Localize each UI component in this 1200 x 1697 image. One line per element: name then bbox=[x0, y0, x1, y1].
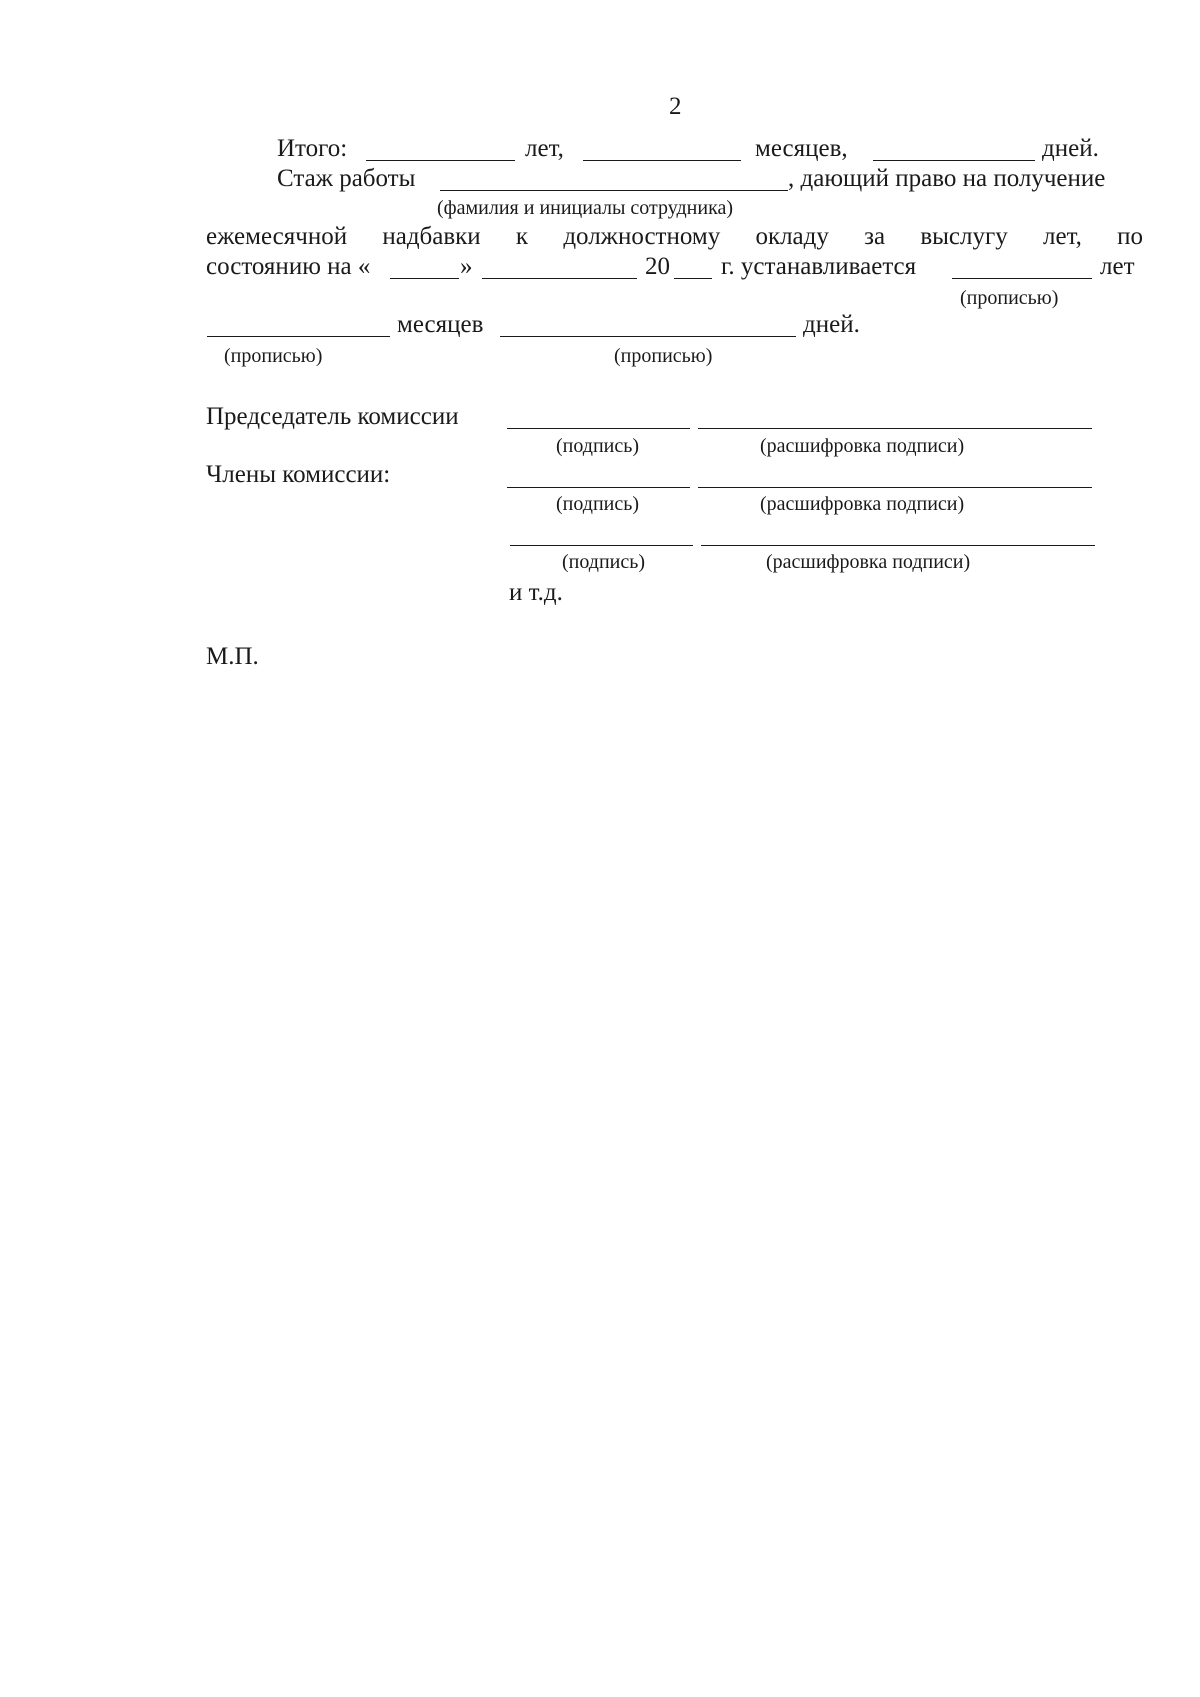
stamp-place-label: М.П. bbox=[206, 643, 259, 670]
chair-decoding-caption: (расшифровка подписи) bbox=[760, 435, 965, 457]
member2-decoding-blank[interactable] bbox=[701, 545, 1095, 546]
line3-word: лет, bbox=[1043, 223, 1082, 250]
member2-signature-blank[interactable] bbox=[510, 545, 693, 546]
members-label: Члены комиссии: bbox=[206, 461, 391, 488]
chair-signature-blank[interactable] bbox=[507, 428, 690, 429]
service-line-3 bbox=[206, 222, 1143, 252]
date-day-blank[interactable] bbox=[390, 278, 459, 279]
line3-word: надбавки bbox=[382, 223, 481, 250]
employee-name-blank[interactable] bbox=[440, 190, 788, 191]
line4-suffix: г. устанавливается bbox=[721, 253, 917, 280]
member1-decoding-caption: (расшифровка подписи) bbox=[760, 493, 965, 515]
chair-label: Председатель комиссии bbox=[206, 403, 459, 430]
line3-word: к bbox=[515, 223, 529, 250]
months-in-words-blank[interactable] bbox=[207, 336, 390, 337]
line4-year: 20 bbox=[645, 253, 670, 280]
member2-decoding-caption: (расшифровка подписи) bbox=[766, 551, 971, 573]
totals-days-word: дней. bbox=[1042, 135, 1099, 162]
line5-days-word: дней. bbox=[803, 311, 860, 338]
etc-text: и т.д. bbox=[509, 579, 563, 606]
date-month-blank[interactable] bbox=[482, 278, 637, 279]
date-year-blank[interactable] bbox=[674, 278, 712, 279]
years-in-words-blank[interactable] bbox=[952, 278, 1092, 279]
line5-months-word: месяцев bbox=[397, 311, 484, 338]
line4-prefix: состоянию на « bbox=[206, 253, 371, 280]
totals-years-blank[interactable] bbox=[366, 160, 515, 161]
days-in-words-caption: (прописью) bbox=[614, 345, 713, 367]
service-intro: Стаж работы bbox=[277, 165, 416, 192]
line3-word: выслугу bbox=[920, 223, 1008, 250]
member1-decoding-blank[interactable] bbox=[698, 487, 1092, 488]
totals-months-word: месяцев, bbox=[755, 135, 848, 162]
line3-word: по bbox=[1117, 223, 1143, 250]
chair-decoding-blank[interactable] bbox=[698, 428, 1092, 429]
line4-years-word: лет bbox=[1100, 253, 1135, 280]
line3-word: окладу bbox=[755, 223, 829, 250]
totals-years-word: лет, bbox=[525, 135, 564, 162]
line4-quote-close: » bbox=[460, 253, 473, 280]
years-in-words-caption: (прописью) bbox=[960, 287, 1059, 309]
line3-word: ежемесячной bbox=[206, 223, 348, 250]
days-in-words-blank[interactable] bbox=[500, 336, 796, 337]
employee-caption: (фамилия и инициалы сотрудника) bbox=[437, 197, 734, 219]
line3-word: за bbox=[864, 223, 886, 250]
chair-signature-caption: (подпись) bbox=[556, 435, 640, 457]
page-number: 2 bbox=[669, 93, 682, 120]
member1-signature-caption: (подпись) bbox=[556, 493, 640, 515]
line3-word: должностному bbox=[563, 223, 721, 250]
totals-months-blank[interactable] bbox=[583, 160, 741, 161]
months-in-words-caption: (прописью) bbox=[224, 345, 323, 367]
totals-days-blank[interactable] bbox=[873, 160, 1035, 161]
totals-label: Итого: bbox=[277, 135, 348, 162]
service-continuation: , дающий право на получение bbox=[788, 165, 1106, 192]
member1-signature-blank[interactable] bbox=[507, 487, 690, 488]
member2-signature-caption: (подпись) bbox=[562, 551, 646, 573]
